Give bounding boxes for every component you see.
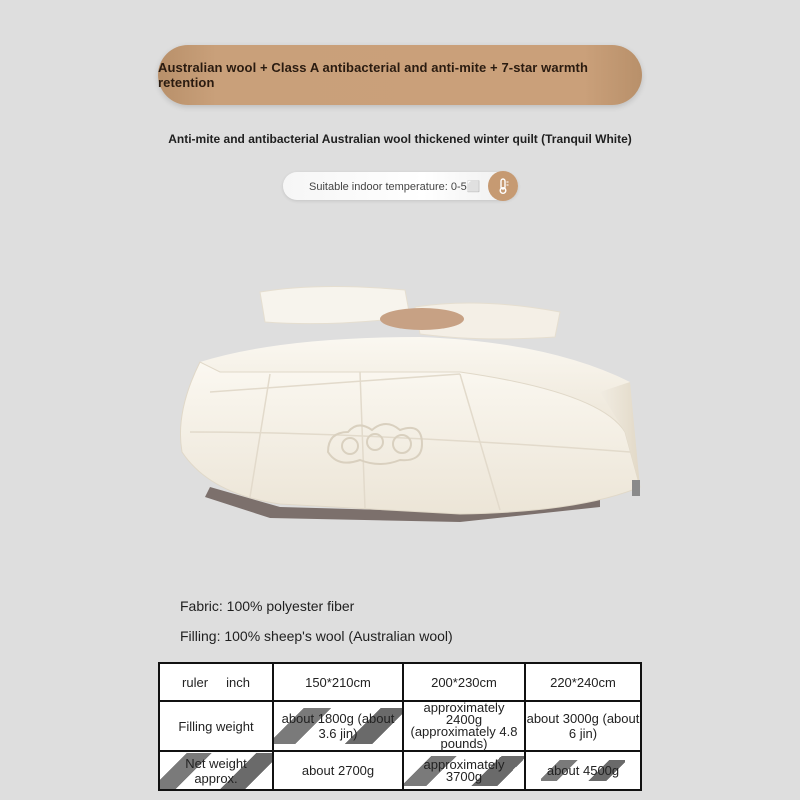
filling-weight-cell (403, 701, 525, 751)
net-weight-value: about 2700g (301, 763, 375, 778)
size-table (158, 662, 642, 791)
filling-weight-cell (273, 701, 403, 751)
filling-weight-value: approximately 2400g (approximately 4.8 pounds) (410, 700, 518, 751)
product-subtitle: Anti-mite and antibacterial Australian wool thickened winter quilt (Tranquil White) (168, 132, 632, 146)
temperature-label: Suitable indoor temperature: 0-5⬜ (309, 180, 481, 193)
headline-banner (158, 45, 642, 105)
net-weight-value: about 4500g (541, 760, 625, 781)
table-row (159, 751, 641, 790)
filling-weight-cell (525, 701, 641, 751)
quilt-product-image (160, 282, 650, 527)
headline-text: Australian wool + Class A antibacterial and anti-mite + 7-star warmth retention (158, 60, 588, 90)
net-weight-value: approximately 3700g (404, 756, 524, 786)
net-weight-cell (525, 751, 641, 790)
net-weight-cell (403, 751, 525, 790)
ruler-label: ruler (182, 674, 209, 690)
size-header-cell: 200*230cm (403, 663, 525, 701)
ruler-header-cell (159, 663, 273, 701)
table-row (159, 701, 641, 751)
filling-weight-value: about 3000g (about 6 jin) (526, 711, 640, 741)
fabric-spec: Fabric: 100% polyester fiber (180, 598, 355, 614)
net-weight-label-cell (159, 751, 273, 790)
table-row (159, 663, 641, 701)
size-header-cell: 220*240cm (525, 663, 641, 701)
unit-label: inch (226, 674, 250, 690)
thermometer-icon (488, 171, 518, 201)
net-weight-label: Net weight approx. (160, 753, 272, 789)
net-weight-cell (273, 751, 403, 790)
filling-weight-value: about 1800g (about 3.6 jin) (274, 708, 402, 744)
size-header-cell: 150*210cm (273, 663, 403, 701)
filling-weight-label: Filling weight (159, 701, 273, 751)
filling-spec: Filling: 100% sheep's wool (Australian wool) (180, 628, 453, 644)
temperature-pill (283, 172, 518, 200)
